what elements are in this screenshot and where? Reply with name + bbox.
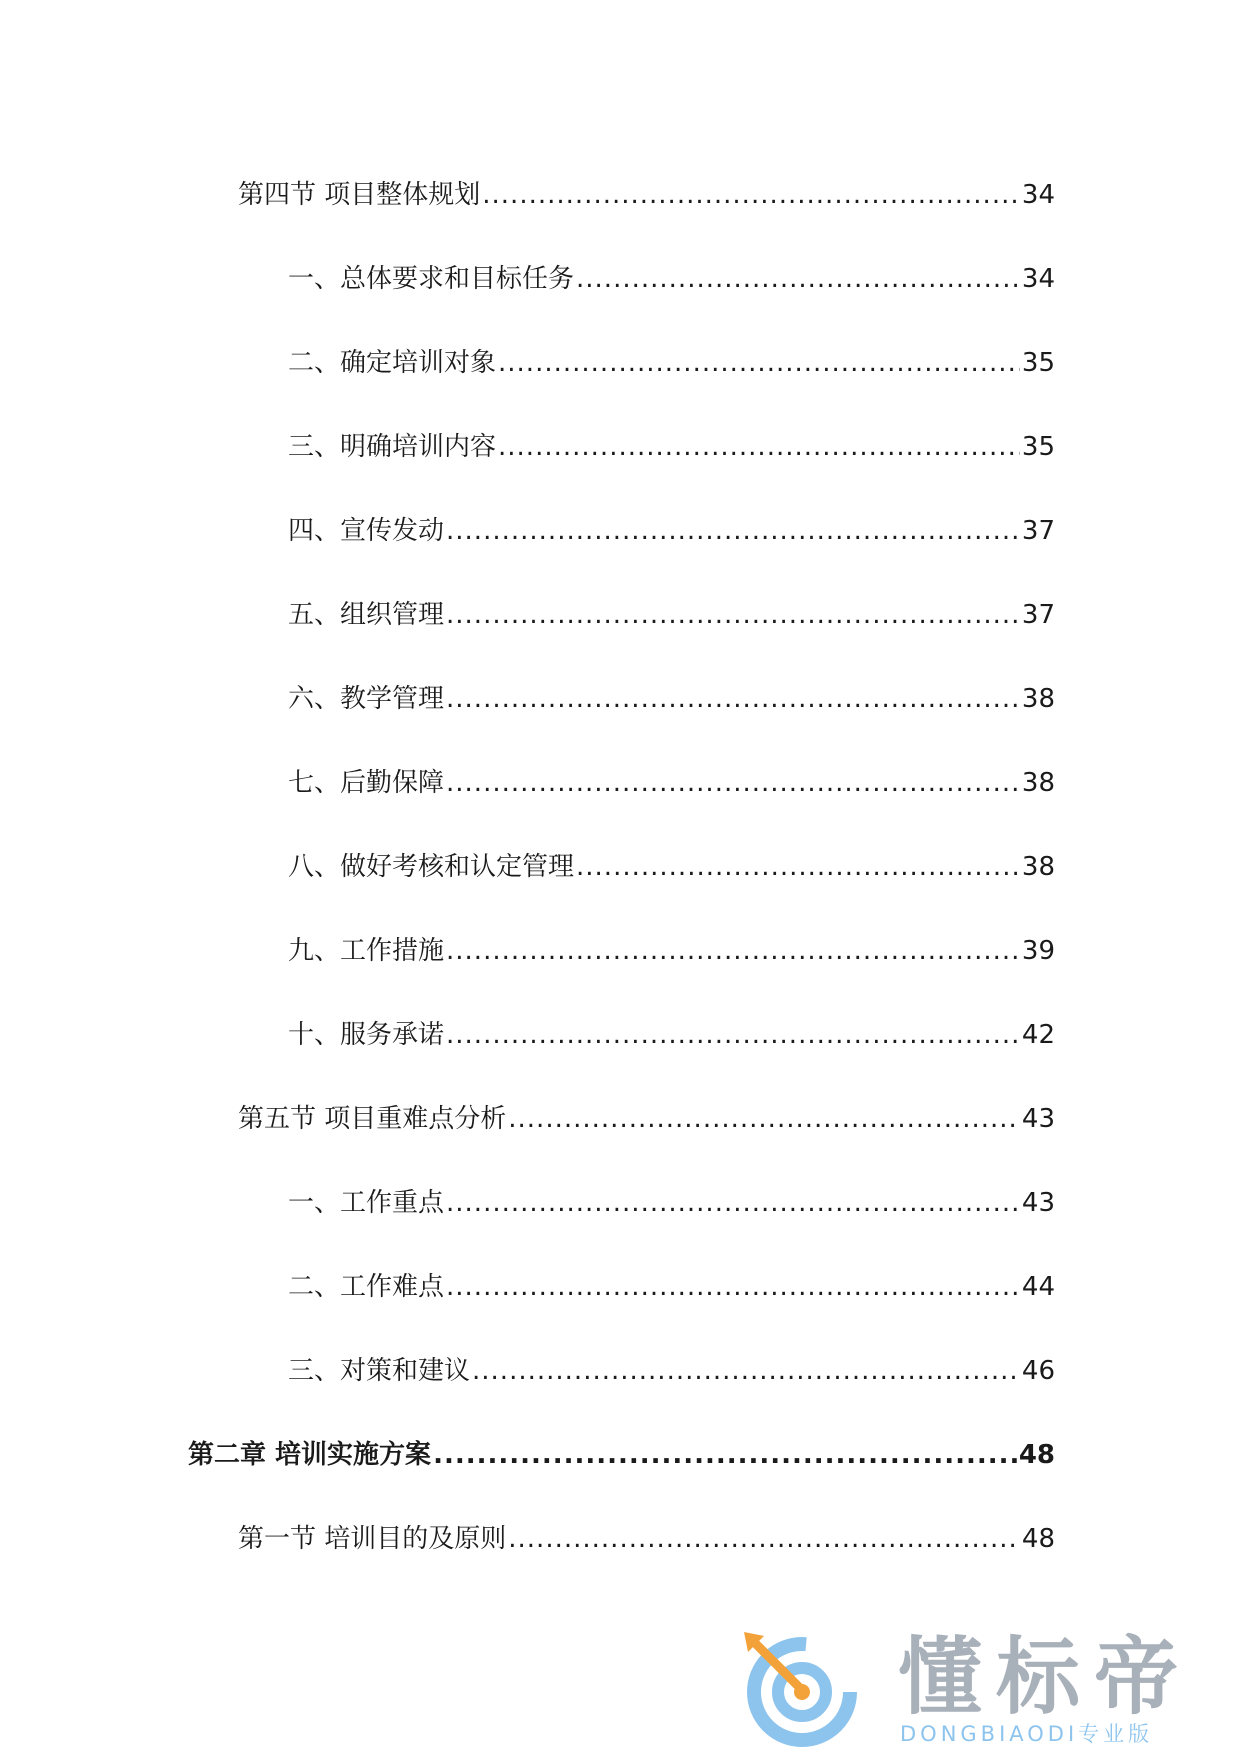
toc-entry-title: 六、教学管理 — [288, 684, 445, 714]
toc-entry-page: 43 — [1021, 1188, 1055, 1218]
toc-entry-page: 46 — [1021, 1356, 1055, 1386]
toc-entry-page: 34 — [1021, 180, 1055, 210]
watermark-subtitle: DONGBIAODI专业版 — [900, 1722, 1154, 1746]
toc-dot-leader — [576, 850, 1020, 884]
toc-entry[interactable] — [288, 682, 1055, 716]
toc-entry[interactable] — [288, 1018, 1055, 1052]
toc-dot-leader — [498, 430, 1020, 464]
toc-dot-leader — [498, 346, 1020, 380]
toc-dot-leader — [508, 1102, 1020, 1136]
toc-entry-title: 三、明确培训内容 — [288, 432, 497, 462]
toc-entry[interactable] — [288, 1354, 1055, 1388]
toc-entry[interactable] — [288, 514, 1055, 548]
toc-entry-page: 39 — [1021, 936, 1055, 966]
toc-entry[interactable] — [238, 1102, 1055, 1136]
toc-entry-title: 一、总体要求和目标任务 — [288, 264, 575, 294]
toc-entry-title: 十、服务承诺 — [288, 1020, 445, 1050]
toc-entry-page: 48 — [1021, 1524, 1055, 1554]
toc-entry[interactable] — [288, 766, 1055, 800]
toc-dot-leader — [446, 682, 1020, 716]
toc-entry[interactable] — [238, 178, 1055, 212]
toc-entry-title: 九、工作措施 — [288, 936, 445, 966]
toc-entry-title: 二、确定培训对象 — [288, 348, 497, 378]
watermark-brand: 懂标帝 — [898, 1628, 1193, 1726]
toc-entry-title: 二、工作难点 — [288, 1272, 445, 1302]
toc-entry-page: 35 — [1021, 348, 1055, 378]
toc-dot-leader — [446, 1270, 1020, 1304]
toc-entry-title: 第四节 项目整体规划 — [238, 180, 481, 210]
toc-dot-leader — [446, 514, 1020, 548]
toc-entry[interactable] — [288, 1186, 1055, 1220]
toc-entry-page: 37 — [1021, 516, 1055, 546]
toc-dot-leader — [446, 1018, 1020, 1052]
target-logo-icon — [740, 1630, 870, 1748]
toc-entry-page: 37 — [1021, 600, 1055, 630]
toc-entry[interactable] — [288, 1270, 1055, 1304]
toc-entry-title: 一、工作重点 — [288, 1188, 445, 1218]
toc-entry-title: 四、宣传发动 — [288, 516, 445, 546]
toc-entry-title: 三、对策和建议 — [288, 1356, 471, 1386]
toc-entry-page: 48 — [1018, 1440, 1055, 1470]
toc-dot-leader — [508, 1522, 1020, 1556]
toc-entry[interactable] — [288, 262, 1055, 296]
toc-entry[interactable] — [238, 1522, 1055, 1556]
toc-entry-page: 34 — [1021, 264, 1055, 294]
toc-entry-chapter[interactable] — [188, 1438, 1055, 1472]
toc-entry-page: 44 — [1021, 1272, 1055, 1302]
toc-dot-leader — [482, 178, 1020, 212]
toc-entry-title: 第二章 培训实施方案 — [188, 1440, 432, 1470]
toc-entry[interactable] — [288, 598, 1055, 632]
toc-entry-page: 38 — [1021, 768, 1055, 798]
toc-dot-leader — [472, 1354, 1020, 1388]
toc-dot-leader — [446, 1186, 1020, 1220]
toc-entry-page: 38 — [1021, 684, 1055, 714]
toc-entry[interactable] — [288, 850, 1055, 884]
toc-entry-title: 七、后勤保障 — [288, 768, 445, 798]
toc-dot-leader — [433, 1438, 1017, 1472]
toc-entry-title: 五、组织管理 — [288, 600, 445, 630]
toc-entry-title: 第五节 项目重难点分析 — [238, 1104, 507, 1134]
toc-entry-page: 38 — [1021, 852, 1055, 882]
toc-entry[interactable] — [288, 430, 1055, 464]
toc-entry[interactable] — [288, 346, 1055, 380]
toc-entry-title: 第一节 培训目的及原则 — [238, 1524, 507, 1554]
toc-entry-page: 42 — [1021, 1020, 1055, 1050]
toc-dot-leader — [446, 934, 1020, 968]
toc-dot-leader — [446, 598, 1020, 632]
toc-entry[interactable] — [288, 934, 1055, 968]
watermark — [740, 1630, 1220, 1748]
toc-entry-page: 43 — [1021, 1104, 1055, 1134]
toc-entry-page: 35 — [1021, 432, 1055, 462]
toc-entry-title: 八、做好考核和认定管理 — [288, 852, 575, 882]
toc-dot-leader — [446, 766, 1020, 800]
toc-dot-leader — [576, 262, 1020, 296]
